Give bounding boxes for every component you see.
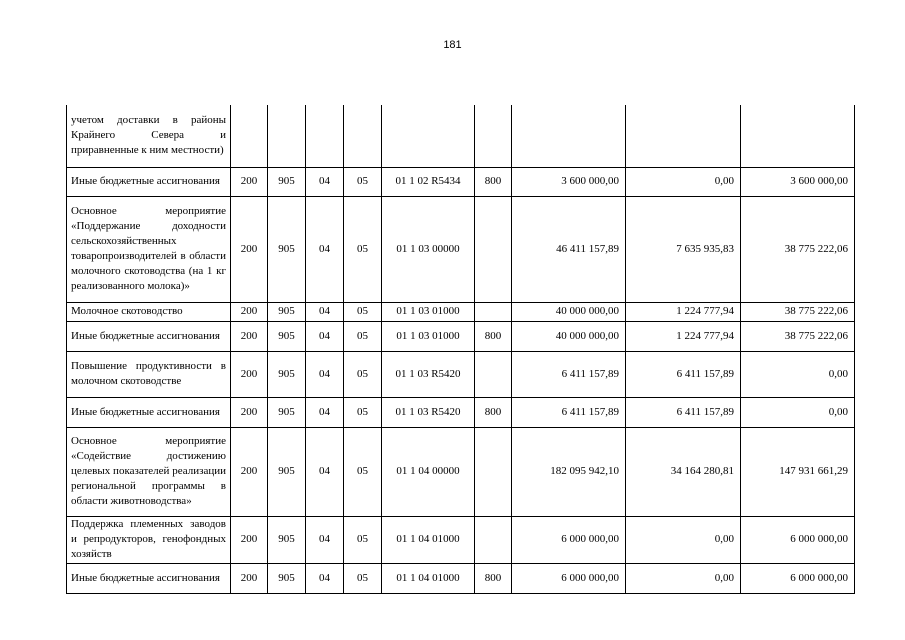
expense-type-code [475, 427, 512, 516]
chapter-code: 905 [268, 397, 306, 427]
amount-federal [626, 105, 741, 167]
expense-type-code: 800 [475, 563, 512, 593]
chapter-code: 905 [268, 196, 306, 302]
page-number: 181 [443, 39, 462, 51]
ministry-code: 200 [231, 563, 268, 593]
section-code: 04 [306, 167, 344, 196]
amount-total: 46 411 157,89 [512, 196, 626, 302]
target-article-code: 01 1 03 01000 [382, 321, 475, 351]
chapter-code: 905 [268, 351, 306, 397]
amount-total: 6 411 157,89 [512, 351, 626, 397]
ministry-code: 200 [231, 427, 268, 516]
target-article-code: 01 1 03 R5420 [382, 351, 475, 397]
chapter-code: 905 [268, 167, 306, 196]
table-row [67, 105, 855, 167]
amount-regional: 38 775 222,06 [741, 321, 855, 351]
chapter-code: 905 [268, 516, 306, 563]
section-code [306, 105, 344, 167]
item-name: Молочное скотоводство [67, 302, 231, 321]
amount-federal: 0,00 [626, 516, 741, 563]
subsection-code: 05 [344, 167, 382, 196]
section-code: 04 [306, 427, 344, 516]
amount-federal: 0,00 [626, 563, 741, 593]
subsection-code [344, 105, 382, 167]
amount-regional: 38 775 222,06 [741, 302, 855, 321]
amount-total: 6 411 157,89 [512, 397, 626, 427]
item-name: Иные бюджетные ассигнования [67, 397, 231, 427]
target-article-code: 01 1 02 R5434 [382, 167, 475, 196]
amount-regional [741, 105, 855, 167]
amount-total: 6 000 000,00 [512, 516, 626, 563]
item-name: Иные бюджетные ассигнования [67, 167, 231, 196]
expense-type-code [475, 196, 512, 302]
amount-total [512, 105, 626, 167]
target-article-code [382, 105, 475, 167]
table-row [67, 196, 855, 302]
ministry-code: 200 [231, 321, 268, 351]
table-row [67, 302, 855, 321]
item-name: Поддержка племенных заводов и репродукторов, генофондных хозяйств [67, 516, 231, 563]
item-name: учетом доставки в районы Крайнего Севера и приравненные к ним местности) [67, 105, 231, 167]
item-name: Иные бюджетные ассигнования [67, 563, 231, 593]
table-row [67, 321, 855, 351]
item-name: Повышение продуктивности в молочном скотоводстве [67, 351, 231, 397]
amount-federal: 0,00 [626, 167, 741, 196]
subsection-code: 05 [344, 196, 382, 302]
table-row [67, 397, 855, 427]
target-article-code: 01 1 04 00000 [382, 427, 475, 516]
ministry-code: 200 [231, 302, 268, 321]
chapter-code: 905 [268, 563, 306, 593]
expense-type-code [475, 351, 512, 397]
amount-regional: 6 000 000,00 [741, 563, 855, 593]
amount-regional: 3 600 000,00 [741, 167, 855, 196]
target-article-code: 01 1 04 01000 [382, 516, 475, 563]
amount-total: 6 000 000,00 [512, 563, 626, 593]
subsection-code: 05 [344, 427, 382, 516]
table-row [67, 351, 855, 397]
table-row [67, 427, 855, 516]
amount-federal: 1 224 777,94 [626, 321, 741, 351]
expense-type-code: 800 [475, 167, 512, 196]
item-name: Основное мероприятие «Поддержание доходности сельскохозяйственных товаропроизводителей в области молочного скотоводства (на 1 кг реализованного молока)» [67, 196, 231, 302]
section-code: 04 [306, 397, 344, 427]
item-name: Иные бюджетные ассигнования [67, 321, 231, 351]
amount-regional: 0,00 [741, 351, 855, 397]
subsection-code: 05 [344, 321, 382, 351]
section-code: 04 [306, 302, 344, 321]
ministry-code: 200 [231, 196, 268, 302]
section-code: 04 [306, 516, 344, 563]
amount-federal: 6 411 157,89 [626, 351, 741, 397]
ministry-code: 200 [231, 397, 268, 427]
amount-federal: 1 224 777,94 [626, 302, 741, 321]
amount-total: 182 095 942,10 [512, 427, 626, 516]
subsection-code: 05 [344, 302, 382, 321]
amount-total: 3 600 000,00 [512, 167, 626, 196]
section-code: 04 [306, 563, 344, 593]
target-article-code: 01 1 03 00000 [382, 196, 475, 302]
ministry-code [231, 105, 268, 167]
target-article-code: 01 1 03 R5420 [382, 397, 475, 427]
target-article-code: 01 1 03 01000 [382, 302, 475, 321]
table-body [67, 105, 855, 593]
amount-regional: 38 775 222,06 [741, 196, 855, 302]
section-code: 04 [306, 321, 344, 351]
amount-regional: 6 000 000,00 [741, 516, 855, 563]
amount-federal: 7 635 935,83 [626, 196, 741, 302]
ministry-code: 200 [231, 351, 268, 397]
ministry-code: 200 [231, 167, 268, 196]
item-name: Основное мероприятие «Содействие достижению целевых показателей реализации региональной программы в области животноводства» [67, 427, 231, 516]
expense-type-code [475, 302, 512, 321]
amount-federal: 34 164 280,81 [626, 427, 741, 516]
amount-regional: 147 931 661,29 [741, 427, 855, 516]
subsection-code: 05 [344, 397, 382, 427]
expense-type-code: 800 [475, 397, 512, 427]
section-code: 04 [306, 351, 344, 397]
amount-regional: 0,00 [741, 397, 855, 427]
chapter-code: 905 [268, 427, 306, 516]
amount-total: 40 000 000,00 [512, 321, 626, 351]
chapter-code: 905 [268, 321, 306, 351]
subsection-code: 05 [344, 563, 382, 593]
table-row [67, 563, 855, 593]
expense-type-code [475, 105, 512, 167]
section-code: 04 [306, 196, 344, 302]
amount-federal: 6 411 157,89 [626, 397, 741, 427]
table-row [67, 516, 855, 563]
target-article-code: 01 1 04 01000 [382, 563, 475, 593]
chapter-code: 905 [268, 302, 306, 321]
expense-type-code [475, 516, 512, 563]
table-row [67, 167, 855, 196]
budget-table [66, 105, 855, 594]
subsection-code: 05 [344, 516, 382, 563]
ministry-code: 200 [231, 516, 268, 563]
chapter-code [268, 105, 306, 167]
subsection-code: 05 [344, 351, 382, 397]
expense-type-code: 800 [475, 321, 512, 351]
amount-total: 40 000 000,00 [512, 302, 626, 321]
